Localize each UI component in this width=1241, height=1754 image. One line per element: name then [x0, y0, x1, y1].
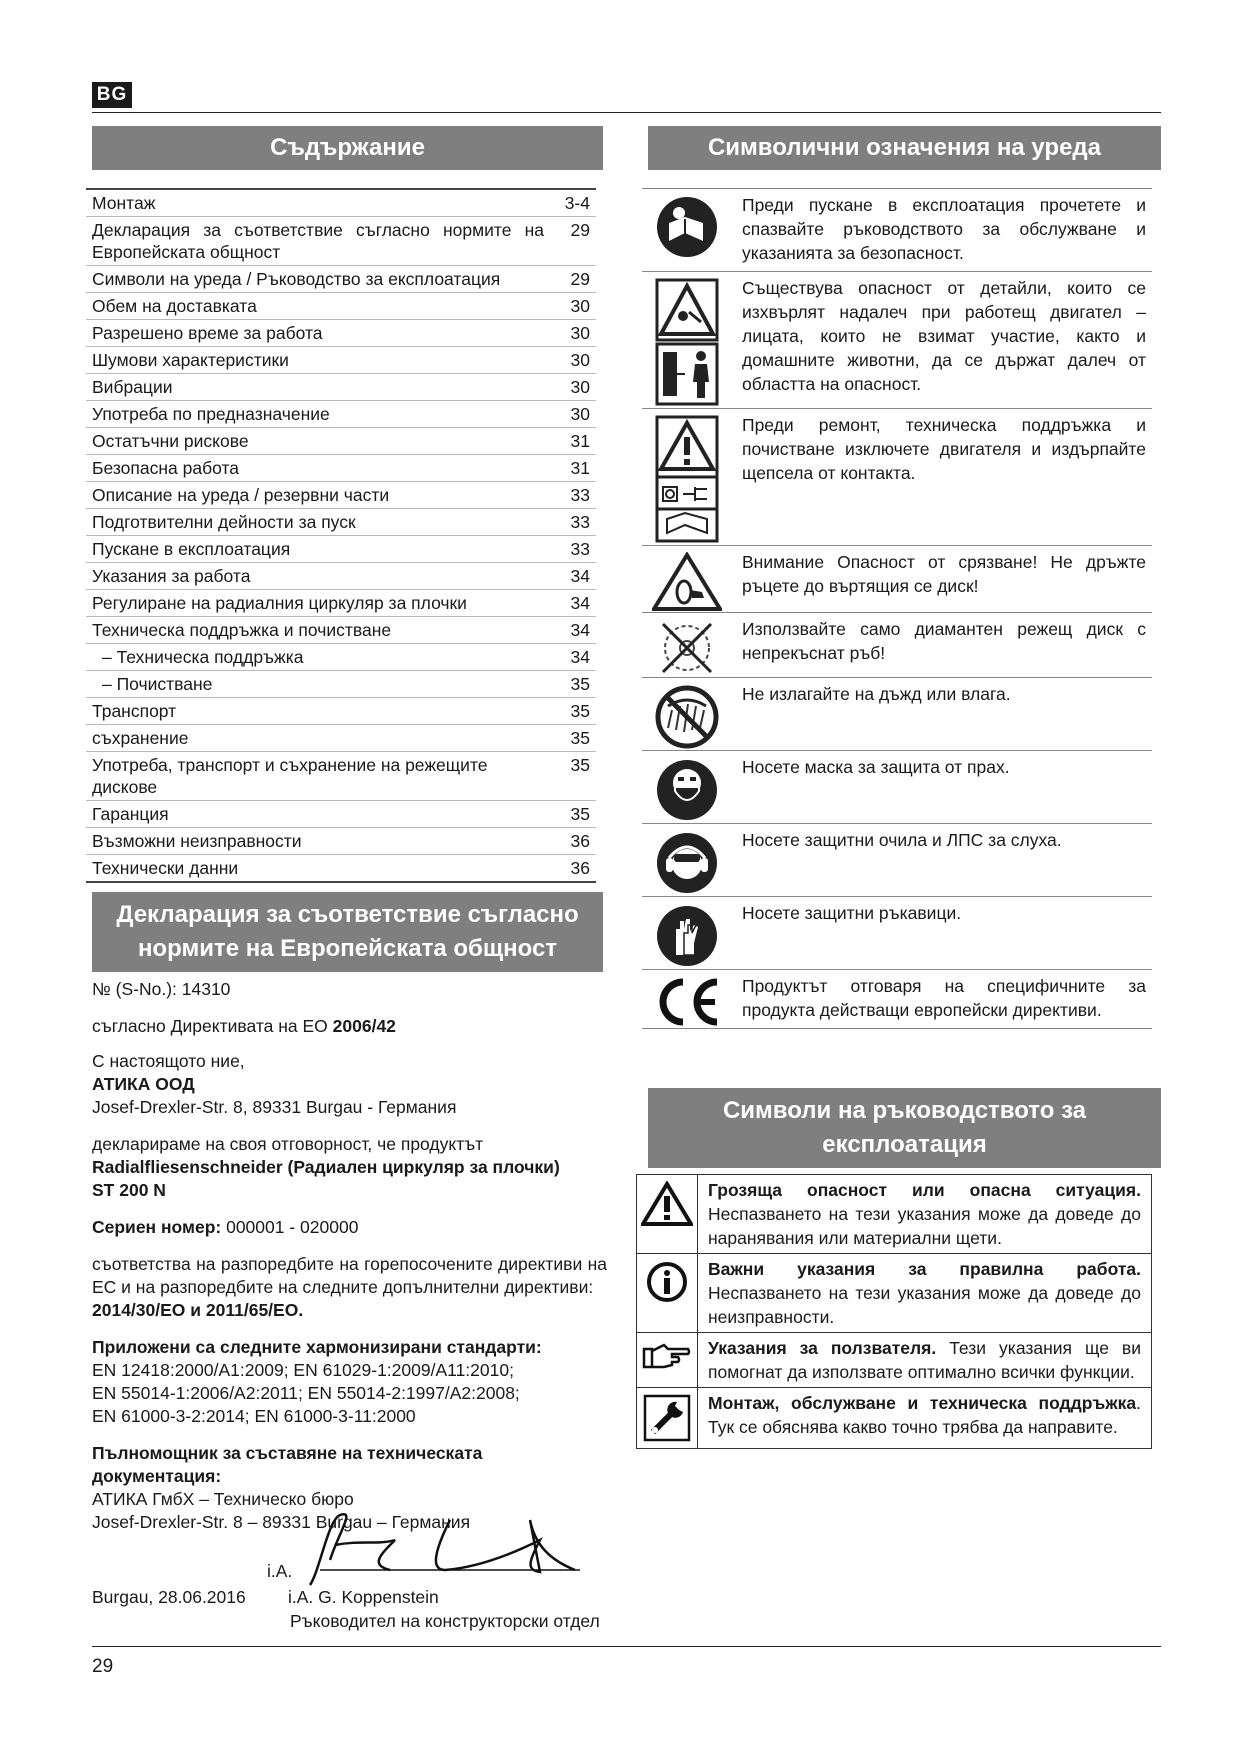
info-icon	[637, 1254, 698, 1333]
toc-item-page: 29	[544, 217, 596, 266]
toc-row	[86, 347, 596, 374]
serial-range: Сериен номер: 000001 - 020000	[92, 1217, 359, 1237]
device-symbols-title: Символични означения на уреда	[648, 126, 1161, 170]
toc-row	[86, 482, 596, 509]
toc-row	[86, 752, 596, 801]
manual-symbol-row	[637, 1254, 1152, 1333]
toc-item-page: 33	[544, 482, 596, 509]
toc-item-page: 30	[544, 347, 596, 374]
toc-item-label: Монтаж	[86, 189, 544, 217]
declaration-title: Декларация за съответствие съгласно нормите на Европейската общност	[92, 892, 603, 972]
toc-item-label: Употреба по предназначение	[86, 401, 544, 428]
toc-item-label: – Техническа поддръжка	[86, 644, 544, 671]
cutting-hazard-icon	[642, 546, 732, 613]
toc-row	[86, 217, 596, 266]
toc-item-page: 35	[544, 725, 596, 752]
product-block: декларираме на своя отговорност, че продуктът Radialfliesenschneider (Радиален циркуляр за плочки) ST 200 N	[92, 1134, 560, 1200]
manual-symbol-text: Указания за ползвателя. Тези указания ще ви помогнат да използвате оптимално всички функции.	[698, 1333, 1152, 1388]
symbol-text: Съществува опасност от детайли, които се изхвърлят надалеч при работещ двигател – лицата, които не взимат участие, както и домашните животни, да се държат далеч от областта на опасност.	[732, 272, 1152, 409]
wrench-icon	[637, 1388, 698, 1449]
read-manual-icon	[642, 189, 732, 272]
toc-item-label: съхранение	[86, 725, 544, 752]
toc-item-label: Обем на доставката	[86, 293, 544, 320]
toc-row	[86, 671, 596, 698]
symbol-text: Продуктът отговаря на специфичните за продукта действащи европейски директиви.	[732, 970, 1152, 1029]
toc-item-label: Регулиране на радиалния циркуляр за плочки	[86, 590, 544, 617]
toc-row	[86, 725, 596, 752]
toc-item-page: 36	[544, 828, 596, 855]
symbol-row	[642, 189, 1152, 272]
toc-row	[86, 320, 596, 347]
toc-row	[86, 293, 596, 320]
toc-item-page: 30	[544, 293, 596, 320]
company-block: С настоящото ние, АТИКА ООД Josef-Drexler-Str. 8, 89331 Burgau - Германия	[92, 1051, 457, 1117]
no-rain-icon	[642, 678, 732, 751]
toc-row	[86, 509, 596, 536]
diamond-disc-only-icon	[642, 613, 732, 678]
toc-item-page: 3-4	[544, 189, 596, 217]
symbol-text: Носете защитни очила и ЛПС за слуха.	[732, 824, 1152, 897]
unplug-before-maintenance-icon	[642, 409, 732, 546]
toc-item-label: Декларация за съответствие съгласно нормите на Европейската общност	[86, 217, 544, 266]
toc-item-label: Пускане в експлоатация	[86, 536, 544, 563]
symbol-row	[642, 751, 1152, 824]
toc-item-label: Техническа поддръжка и почистване	[86, 617, 544, 644]
symbol-row	[642, 678, 1152, 751]
manual-symbol-text: Грозяща опасност или опасна ситуация. Неспазването на тези указания може да доведе до наранявания или материални щети.	[698, 1175, 1152, 1254]
symbol-text: Внимание Опасност от срязване! Не дръжте ръцете до въртящия се диск!	[732, 546, 1152, 613]
toc-item-label: – Почистване	[86, 671, 544, 698]
standards-block: Приложени са следните хармонизирани стандарти: EN 12418:2000/A1:2009; EN 61029-1:2009/A11:2010; EN 55014-1:2006/A2:2011; EN 55014-2:1997/A2:2008; EN 61000-3-2:2014; EN 61000-3-11:2000	[92, 1337, 542, 1426]
toc-item-page: 34	[544, 563, 596, 590]
signature	[300, 1500, 590, 1590]
toc-table	[86, 188, 596, 883]
symbol-text: Не излагайте на дъжд или влага.	[732, 678, 1152, 751]
symbol-text: Носете маска за защита от прах.	[732, 751, 1152, 824]
ia-label: i.A.	[267, 1561, 293, 1581]
toc-item-page: 35	[544, 698, 596, 725]
toc-item-page: 33	[544, 536, 596, 563]
language-badge: BG	[92, 82, 132, 108]
ce-mark-icon	[642, 970, 732, 1029]
toc-item-label: Употреба, транспорт и съхранение на режещите дискове	[86, 752, 544, 801]
toc-row	[86, 855, 596, 883]
symbol-text: Преди пускане в експлоатация прочетете и спазвайте ръководството за обслужване и указанията за безопасност.	[732, 189, 1152, 272]
toc-item-label: Гаранция	[86, 801, 544, 828]
toc-row	[86, 374, 596, 401]
toc-item-label: Възможни неизправности	[86, 828, 544, 855]
symbol-row	[642, 613, 1152, 678]
header-rule	[92, 112, 1161, 113]
symbol-row	[642, 824, 1152, 897]
symbol-row	[642, 897, 1152, 970]
toc-row	[86, 617, 596, 644]
manual-symbols-table	[636, 1174, 1152, 1449]
toc-item-page: 33	[544, 509, 596, 536]
goggles-ear-protection-icon	[642, 824, 732, 897]
toc-row	[86, 428, 596, 455]
manual-symbols-title: Символи на ръководството за експлоатация	[648, 1088, 1161, 1168]
toc-row	[86, 266, 596, 293]
directive-line: съгласно Директивата на ЕО 2006/42	[92, 1016, 396, 1036]
symbol-row	[642, 409, 1152, 546]
toc-row	[86, 455, 596, 482]
conformity-text: съответства на разпоредбите на горепосочените директиви на ЕС и на разпоредбите на следните допълнителни директиви: 2014/30/ЕО и 2011/65/ЕО.	[92, 1254, 607, 1320]
manual-symbol-row	[637, 1175, 1152, 1254]
toc-item-page: 34	[544, 644, 596, 671]
symbol-text: Преди ремонт, техническа поддръжка и почистване изключете двигателя и издърпайте щепсела от контакта.	[732, 409, 1152, 546]
toc-item-page: 34	[544, 617, 596, 644]
toc-item-label: Безопасна работа	[86, 455, 544, 482]
signatory-name: i.A. G. Koppenstein	[288, 1587, 439, 1607]
toc-item-label: Остатъчни рискове	[86, 428, 544, 455]
toc-item-page: 36	[544, 855, 596, 883]
toc-item-label: Технически данни	[86, 855, 544, 883]
toc-item-page: 29	[544, 266, 596, 293]
footer-rule	[92, 1646, 1161, 1647]
symbol-row	[642, 970, 1152, 1029]
symbol-text: Носете защитни ръкавици.	[732, 897, 1152, 970]
toc-row	[86, 401, 596, 428]
toc-item-page: 35	[544, 801, 596, 828]
toc-item-page: 30	[544, 401, 596, 428]
manual-symbol-text: Важни указания за правилна работа. Неспазването на тези указания може да доведе до неизправности.	[698, 1254, 1152, 1333]
gloves-icon	[642, 897, 732, 970]
toc-row	[86, 563, 596, 590]
toc-item-page: 30	[544, 320, 596, 347]
toc-row	[86, 189, 596, 217]
manual-symbol-row	[637, 1388, 1152, 1449]
manual-symbol-row	[637, 1333, 1152, 1388]
dust-mask-icon	[642, 751, 732, 824]
device-symbols-table	[642, 188, 1152, 1029]
toc-item-page: 31	[544, 428, 596, 455]
pointing-hand-icon	[637, 1333, 698, 1388]
toc-item-page: 34	[544, 590, 596, 617]
toc-row	[86, 644, 596, 671]
toc-row	[86, 801, 596, 828]
page-number: 29	[92, 1656, 114, 1677]
toc-row	[86, 590, 596, 617]
toc-item-label: Символи на уреда / Ръководство за експлоатация	[86, 266, 544, 293]
toc-item-label: Описание на уреда / резервни части	[86, 482, 544, 509]
flying-parts-keep-distance-icon	[642, 272, 732, 409]
toc-title: Съдържание	[92, 126, 603, 170]
toc-item-label: Шумови характеристики	[86, 347, 544, 374]
serial-number-s-no: № (S-No.): 14310	[92, 979, 231, 999]
toc-item-page: 35	[544, 671, 596, 698]
symbol-row	[642, 546, 1152, 613]
toc-row	[86, 698, 596, 725]
toc-row	[86, 828, 596, 855]
toc-item-label: Транспорт	[86, 698, 544, 725]
place-date: Burgau, 28.06.2016	[92, 1587, 246, 1607]
manual-symbol-text: Монтаж, обслужване и техническа поддръжка. Тук се обяснява какво точно трябва да направите.	[698, 1388, 1152, 1449]
authorized-block: Пълномощник за съставяне на техническата документация: АТИКА ГмбХ – Техническо бюро Josef-Drexler-Str. 8 – 89331 Burgau – Германия	[92, 1443, 483, 1532]
toc-item-label: Подготвителни дейности за пуск	[86, 509, 544, 536]
toc-row	[86, 536, 596, 563]
toc-item-label: Вибрации	[86, 374, 544, 401]
symbol-text: Използвайте само диамантен режещ диск с непрекъснат ръб!	[732, 613, 1152, 678]
toc-item-label: Разрешено време за работа	[86, 320, 544, 347]
toc-item-label: Указания за работа	[86, 563, 544, 590]
signatory-role: Ръководител на конструкторски отдел	[290, 1611, 600, 1631]
declaration-body	[92, 978, 607, 1548]
toc-item-page: 31	[544, 455, 596, 482]
toc-item-page: 30	[544, 374, 596, 401]
warning-triangle-icon	[637, 1175, 698, 1254]
toc-item-page: 35	[544, 752, 596, 801]
symbol-row	[642, 272, 1152, 409]
